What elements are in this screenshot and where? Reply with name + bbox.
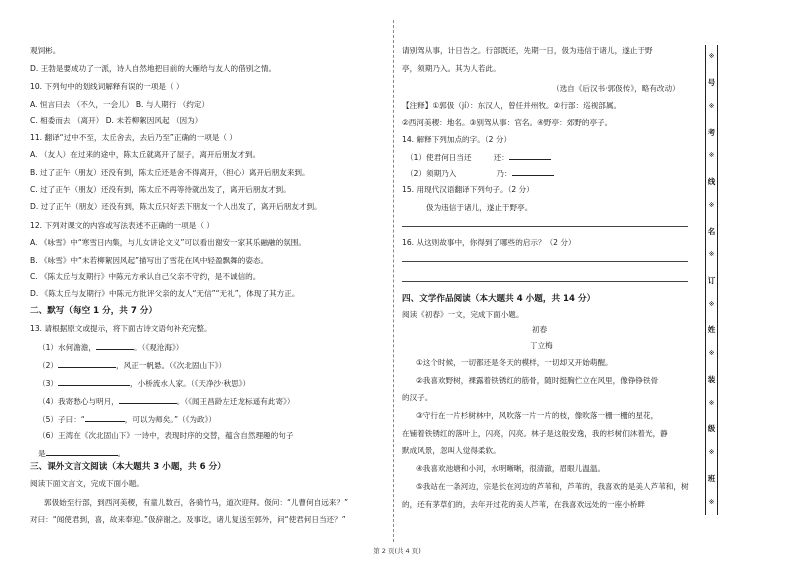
option-line: C. 过了正午（朋友）还没有到，陈太丘不再等待就出发了，离开后朋友才到。 [30, 185, 291, 194]
essay-paragraph: ④我喜欢池塘和小河，水明晰晰，很清澈，眉眼儿温温。 [416, 464, 606, 473]
section-heading-3: 三、课外文言文阅读（本大题共 3 小题，共 6 分） [30, 462, 226, 472]
binding-star: ※ [708, 101, 715, 110]
option-line: D. 《陈太丘与友期行》中陈元方批评父亲的友人“无信”“无礼”，体现了其方正。 [30, 289, 300, 298]
fill-item-4: （4）我寄愁心与明月， 。（《闻王昌龄左迁龙标遥有此寄》） [38, 397, 295, 406]
binding-star: ※ [708, 448, 715, 457]
answer-line[interactable] [402, 226, 688, 227]
option-line: C. 《陈太丘与友期行》中陈元方承认自己父亲不守约，是不诚信的。 [30, 272, 261, 281]
question-10: 10. 下列句中的划线词解释有误的一项是（ ） [30, 82, 184, 91]
binding-star: ※ [708, 398, 715, 407]
binding-label: 姓 [707, 325, 716, 335]
option-line: D. 过了正午（朋友）还没有到，陈太丘只好丢下朋友一个人出发了，离开后朋友才到。 [30, 202, 322, 211]
passage-line: 亭，须期乃入。其为人若此。 [402, 64, 501, 73]
essay-paragraph: 的汉子。 [402, 393, 433, 402]
fill-item-6-answer: 是 。 [38, 449, 126, 458]
page-footer: 第 2 页(共 4 页) [373, 547, 421, 555]
essay-title: 初春 [532, 325, 548, 334]
binding-label: 考 [707, 127, 716, 137]
binding-strip [705, 45, 718, 515]
binding-labels [706, 45, 717, 515]
passage-note: ②西河美稷：地名。③别驾从事：官名。④野亭：郊野的亭子。 [402, 118, 613, 127]
binding-star: ※ [708, 299, 715, 308]
binding-star: ※ [708, 349, 715, 358]
binding-star: ※ [708, 250, 715, 259]
question-11: 11. 翻译“过中不至，太丘舍去，去后乃至”正确的一项是（ ） [30, 133, 238, 142]
essay-paragraph: ②我喜欢野树，裸露着铁锈红的筋骨，随时挺胸伫立在风里，像铮铮铁骨 [416, 376, 659, 385]
q14-item-1: （1）使君何日当还 还： [406, 151, 551, 162]
passage-line: 郭伋始至行部，到西河美稷，有童儿数百，各骑竹马，道次迎拜。伋问：“儿曹何自远来？” [44, 498, 349, 507]
binding-label: 号 [707, 78, 716, 88]
fill-item-5: （5）子曰：“ ，可以为师矣。”（《为政》） [38, 415, 216, 424]
essay-paragraph: 在铺着铁锈红的落叶上，闪亮，闪亮。林子是这般安逸，我的杉树们沐着光，静 [402, 429, 668, 438]
q14-item-2: （2）须期乃入 乃： [406, 167, 554, 178]
passage-note: 【注释】①郭伋（jí）：东汉人，曾任并州牧。②行部：巡视部属。 [402, 101, 622, 110]
answer-blank[interactable] [509, 151, 551, 160]
essay-paragraph: ③守行在一片杉树林中，风吹落一片一片的枝，像吹落一栅一栅的星花， [416, 411, 659, 420]
option-line: D. 王勃是要成功了一派，诗人自然地把目前的大雁给与友人的借别之情。 [30, 64, 277, 73]
essay-paragraph: ⑤我站在一条河边，宗是长在河边的芦苇和，芦苇的，我喜欢的是美人芦苇和，树 [416, 482, 689, 491]
essay-paragraph: 的，还有茅草们的，去年开过花的美人芦苇，在我喜欢远处的一座小桥畔 [402, 500, 645, 509]
answer-blank[interactable] [58, 359, 116, 368]
answer-blank[interactable] [85, 413, 125, 422]
binding-label: 线 [707, 177, 716, 187]
binding-star: ※ [708, 52, 715, 61]
binding-label: 名 [707, 226, 716, 236]
question-13: 13. 请根据原文或提示，将下面古诗文语句补充完整。 [30, 324, 212, 333]
answer-blank[interactable] [58, 377, 130, 386]
question-12: 12. 下列对课文的内容或写法表述不正确的一项是（ ） [30, 221, 214, 230]
fill-item-6: （6）王湾在《次北固山下》一诗中，表现时序的交替，蕴含自然理趣的句子 [38, 431, 294, 440]
section-heading-2: 二、默写（每空 1 分，共 7 分） [30, 306, 158, 316]
answer-blank[interactable] [46, 447, 118, 456]
option-line: A. 恒言曰去 （不久，一会儿） B. 与人期行 （约定） [30, 100, 210, 109]
fill-item-3: （3） ，小桥流水人家。（《天净沙·秋思》） [38, 379, 251, 388]
essay-author: 丁立梅 [530, 341, 553, 350]
section-intro: 阅读下面文言文，完成下面小题。 [30, 479, 144, 488]
answer-line[interactable] [402, 261, 688, 262]
fill-item-2: （2） ，风正一帆悬。（《次北固山下》） [38, 361, 227, 370]
binding-label: 订 [707, 276, 716, 285]
section-heading-4: 四、文学作品阅读（本大题共 4 小题，共 14 分） [402, 294, 596, 304]
column-divider [393, 20, 394, 542]
binding-star: ※ [708, 497, 715, 506]
fill-item-1: （1）水何澹澹， 。（《观沧海》） [38, 343, 184, 352]
answer-blank[interactable] [512, 167, 554, 176]
question-15: 15. 用现代汉语翻译下列句子。（2 分） [402, 185, 534, 194]
option-line: B. 《咏雪》中“未若柳絮因风起”描写出了雪花在风中轻盈飘舞的姿态。 [30, 256, 269, 265]
answer-blank[interactable] [96, 341, 134, 350]
option-line: B. 过了正午（朋友）还没有到，陈太丘还是舍不得离开，（担心）离开后朋友来到。 [30, 168, 310, 177]
essay-paragraph: ①这个时候，一切都还是冬天的模样，一切却又开始萌醒。 [416, 358, 613, 367]
binding-star: ※ [708, 200, 715, 209]
option-line: A. （友人）在过来的途中，陈太丘就离开了屋子，离开后朋友才到。 [30, 150, 261, 159]
binding-label: 级 [707, 424, 716, 434]
binding-label: 装 [707, 374, 716, 384]
option-line: A. 《咏雪》中“寒雪日内集，与儿女讲论文义”可以看出谢安一家其乐融融的氛围。 [30, 238, 306, 247]
question-14: 14. 解释下列加点的字。（2 分） [402, 135, 512, 144]
passage-line: 对曰：“闻使君到，喜，故来奉迎。”伋辞谢之。及事讫，诸儿复送至郭外，问“使君何日当还？” [30, 515, 346, 524]
answer-line[interactable] [402, 281, 688, 282]
section-intro: 阅读《初春》一文，完成下面小题。 [402, 310, 524, 319]
essay-paragraph: 默成风景，忽叫人觉得柔软。 [402, 446, 501, 455]
question-16: 16. 从这则故事中，你得到了哪些的启示？（2 分） [402, 238, 576, 247]
text-line: 观饲彬。 [30, 46, 61, 55]
answer-blank[interactable] [119, 395, 177, 404]
binding-label: 班 [707, 473, 716, 483]
passage-line: 请别驾从事，计日告之。行部既还，先期一日，伋为违信于诸儿，遂止于野 [402, 46, 653, 55]
option-line: C. 相委而去 （离开） D. 未若柳絮因风起 （因为） [30, 116, 203, 125]
binding-star: ※ [708, 151, 715, 160]
q15-sentence: 伋为违信于诸儿，遂止于野亭。 [426, 203, 533, 212]
passage-source: （选自《后汉书·郭伋传》，略有改动） [552, 84, 680, 93]
